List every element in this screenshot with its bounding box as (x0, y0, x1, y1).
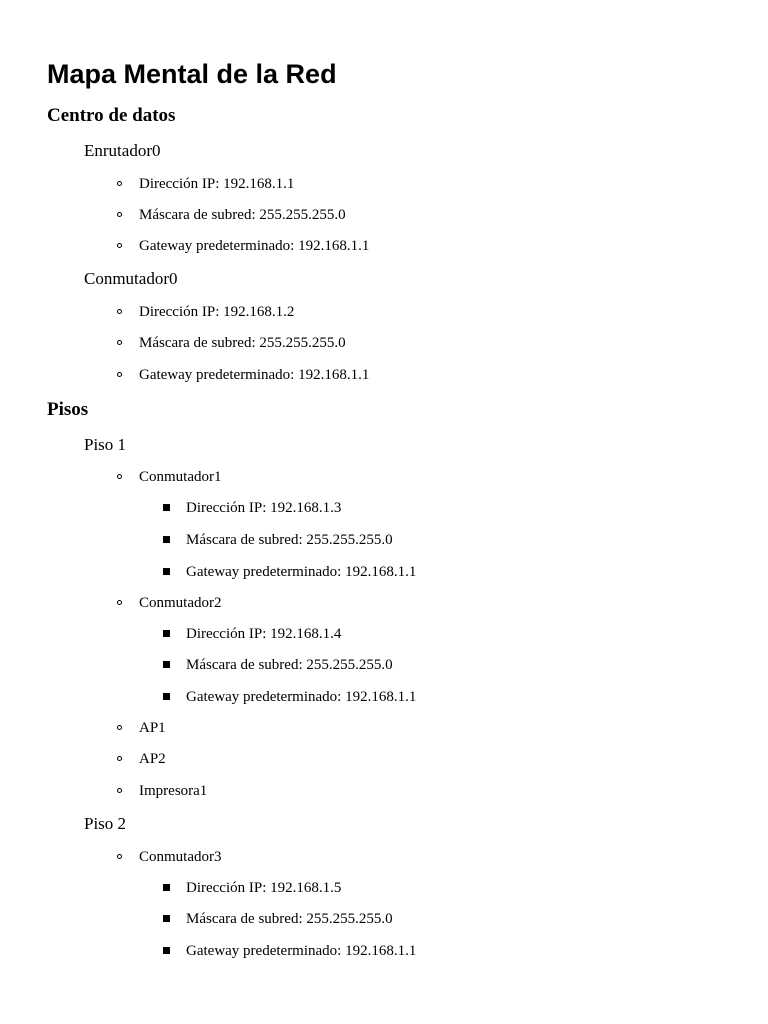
device-switch1: Conmutador1 (139, 469, 222, 485)
square-bullet-icon (163, 915, 170, 922)
circle-bullet-icon (117, 181, 122, 186)
device-router0: Enrutador0 (84, 141, 161, 160)
switch2-mask: Máscara de subred: 255.255.255.0 (186, 657, 393, 673)
router0-gateway: Gateway predeterminado: 192.168.1.1 (139, 238, 370, 254)
square-bullet-icon (163, 568, 170, 575)
switch0-ip: Dirección IP: 192.168.1.2 (139, 304, 295, 320)
switch0-mask: Máscara de subred: 255.255.255.0 (139, 335, 346, 351)
circle-bullet-icon (117, 309, 122, 314)
switch3-ip: Dirección IP: 192.168.1.5 (186, 880, 342, 896)
square-bullet-icon (163, 504, 170, 511)
circle-bullet-icon (117, 212, 122, 217)
device-switch2: Conmutador2 (139, 595, 222, 611)
switch1-gateway: Gateway predeterminado: 192.168.1.1 (186, 564, 417, 580)
square-bullet-icon (163, 536, 170, 543)
square-bullet-icon (163, 947, 170, 954)
section-heading-datacenter: Centro de datos (47, 105, 176, 126)
circle-bullet-icon (117, 725, 122, 730)
circle-bullet-icon (117, 854, 122, 859)
switch3-mask: Máscara de subred: 255.255.255.0 (186, 911, 393, 927)
circle-bullet-icon (117, 474, 122, 479)
page-title: Mapa Mental de la Red (47, 59, 337, 89)
switch3-gateway: Gateway predeterminado: 192.168.1.1 (186, 943, 417, 959)
square-bullet-icon (163, 630, 170, 637)
floor-1: Piso 1 (84, 435, 127, 454)
circle-bullet-icon (117, 372, 122, 377)
router0-mask: Máscara de subred: 255.255.255.0 (139, 207, 346, 223)
switch2-gateway: Gateway predeterminado: 192.168.1.1 (186, 689, 417, 705)
device-ap2: AP2 (139, 751, 166, 767)
device-switch0: Conmutador0 (84, 269, 178, 288)
device-printer1: Impresora1 (139, 783, 208, 799)
switch1-ip: Dirección IP: 192.168.1.3 (186, 500, 342, 516)
square-bullet-icon (163, 661, 170, 668)
square-bullet-icon (163, 693, 170, 700)
device-ap1: AP1 (139, 720, 166, 736)
switch2-ip: Dirección IP: 192.168.1.4 (186, 626, 342, 642)
circle-bullet-icon (117, 788, 122, 793)
device-switch3: Conmutador3 (139, 849, 222, 865)
router0-ip: Dirección IP: 192.168.1.1 (139, 176, 295, 192)
switch0-gateway: Gateway predeterminado: 192.168.1.1 (139, 367, 370, 383)
circle-bullet-icon (117, 340, 122, 345)
circle-bullet-icon (117, 600, 122, 605)
switch1-mask: Máscara de subred: 255.255.255.0 (186, 532, 393, 548)
floor-2: Piso 2 (84, 814, 127, 833)
square-bullet-icon (163, 884, 170, 891)
circle-bullet-icon (117, 243, 122, 248)
circle-bullet-icon (117, 756, 122, 761)
section-heading-floors: Pisos (47, 399, 89, 420)
